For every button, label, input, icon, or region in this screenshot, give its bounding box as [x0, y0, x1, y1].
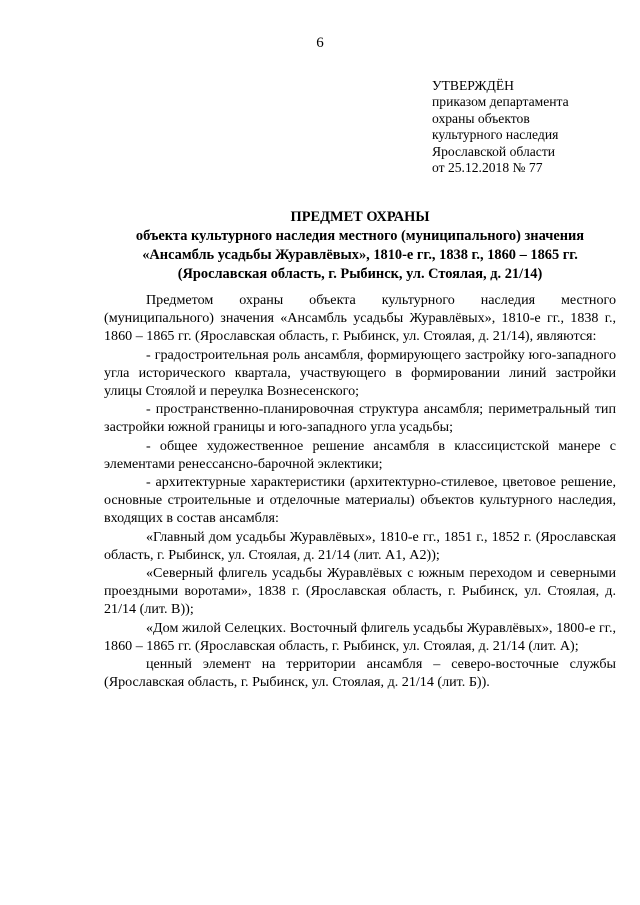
body-paragraph: «Главный дом усадьбы Журавлёвых», 1810-е гг., 1851 г., 1852 г. (Ярославская область, г. Рыбинск, ул. Стоялая, д. 21/14 (лит. А1, А2));: [104, 528, 616, 563]
heading-title: ПРЕДМЕТ ОХРАНЫ: [290, 209, 430, 225]
body-paragraph: - пространственно-планировочная структура ансамбля; периметральный тип застройки южной границы и юго-западного угла усадьбы;: [104, 401, 616, 436]
approval-line: охраны объектов: [432, 110, 530, 126]
body-paragraph: ценный элемент на территории ансамбля – северо-восточные службы (Ярославская область, г. Рыбинск, ул. Стоялая, д. 21/14 (лит. Б)).: [104, 656, 616, 691]
approval-line: Ярославской области: [432, 143, 556, 159]
document-heading: [100, 208, 620, 284]
body-paragraph: - градостроительная роль ансамбля, формирующего застройку юго-западного угла исторического квартала, участвующего в формировании линий застройки улицы Стоялой и переулка Вознесенского;: [104, 346, 616, 400]
heading-line: «Ансамбль усадьбы Журавлёвых», 1810-е гг., 1838 г., 1860 – 1865 гг.: [142, 247, 578, 263]
body-paragraph: «Северный флигель усадьбы Журавлёвых с южным переходом и северными проездными воротами», 1838 г. (Ярославская область, г. Рыбинск, ул. Стоялая, д. 21/14 (лит. В));: [104, 565, 616, 618]
body-paragraph: «Дом жилой Селецких. Восточный флигель усадьбы Журавлёвых», 1800-е гг., 1860 – 1865 гг. (Ярославская область, г. Рыбинск, ул. Стоялая, д. 21/14 (лит. А);: [104, 619, 616, 654]
approval-line: приказом департамента: [432, 94, 569, 110]
body-paragraph: - общее художественное решение ансамбля в классицистской манере с элементами ренессансно-барочной эклектики;: [104, 437, 616, 472]
approval-stamp: [432, 78, 632, 176]
approval-line: от 25.12.2018 № 77: [432, 160, 543, 176]
document-body: [104, 291, 616, 691]
page-number: 6: [316, 35, 324, 51]
heading-line: объекта культурного наследия местного (муниципального) значения: [135, 228, 585, 244]
approval-line: культурного наследия: [432, 127, 559, 143]
approval-line: УТВЕРЖДЁН: [432, 78, 514, 93]
body-paragraph: Предметом охраны объекта культурного наследия местного (муниципального) значения «Ансамбль усадьбы Журавлёвых», 1810-е гг., 1838 г., 1860 – 1865 гг. (Ярославская область, г. Рыбинск, ул. Стоялая, д. 21/14), являются:: [104, 292, 616, 345]
body-paragraph: - архитектурные характеристики (архитектурно-стилевое, цветовое решение, основные строительные и отделочные материалы) объектов культурного наследия, входящих в состав ансамбля:: [104, 474, 616, 527]
heading-line: (Ярославская область, г. Рыбинск, ул. Стоялая, д. 21/14): [177, 266, 543, 282]
